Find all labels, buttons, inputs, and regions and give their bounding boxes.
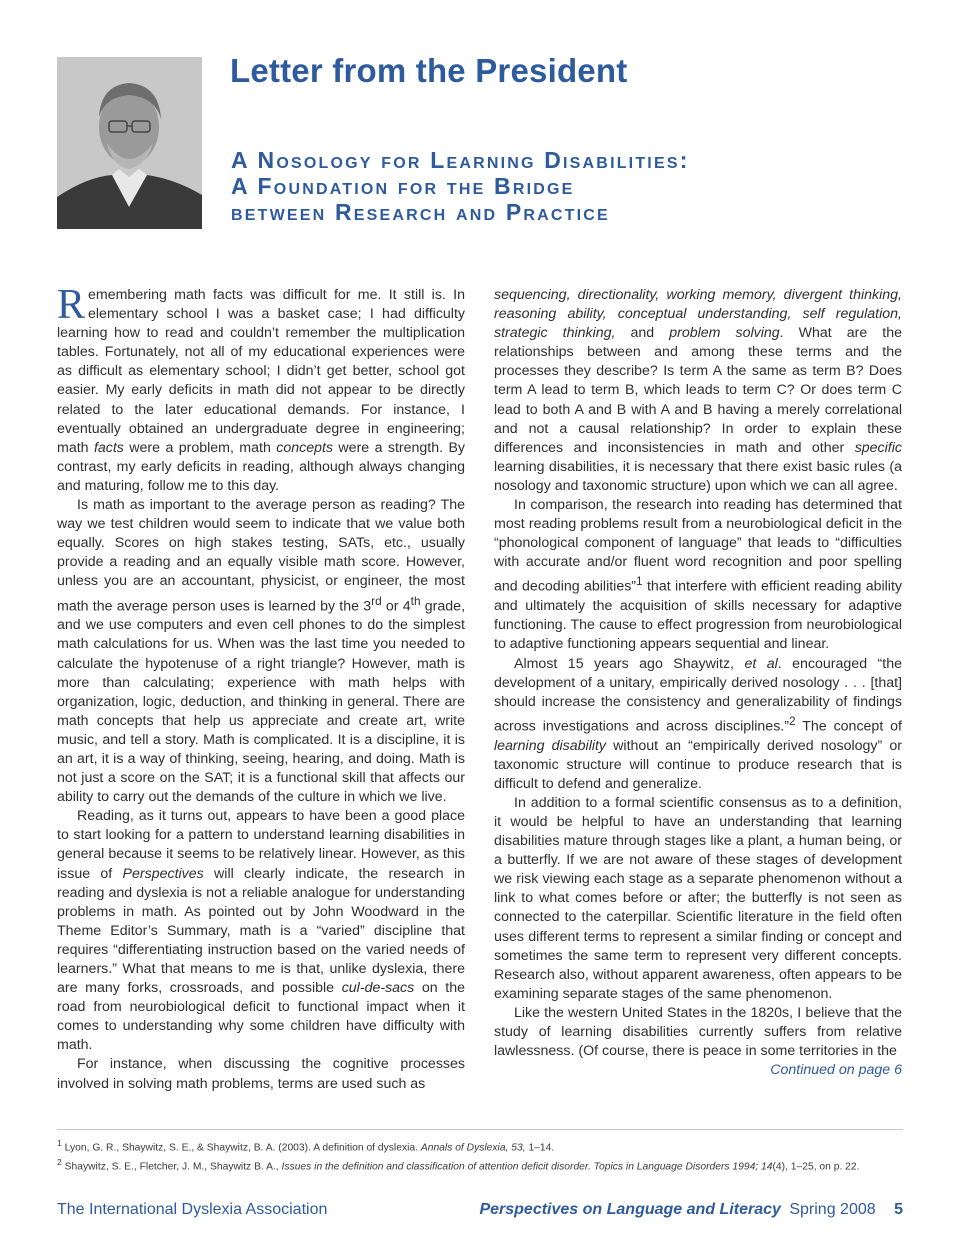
- text-run: emembering math facts was difficult for me. It still is. In elementary school I was a basket case; I had difficulty learning how to read and couldn’t remember the multiplication tables. Fortunately, not all of my educational experiences were as difficult as elementary school; I didn’t get better, school got easier. My early deficits in math did not appear to be directly related to the later educational demands. For instance, I eventually obtained an undergraduate degree in engineering; math: [57, 287, 465, 456]
- subtitle-line-3: between Research and Practice: [231, 199, 610, 225]
- left-column: [57, 282, 466, 1094]
- text-run: specific: [854, 439, 902, 456]
- footnote-divider: [57, 1129, 903, 1130]
- text-run: were a problem, math: [123, 439, 277, 456]
- paragraph: [494, 655, 902, 794]
- footer-publication: [479, 1201, 903, 1219]
- footnote-number: 2: [57, 1157, 62, 1168]
- text-run: that interfere with efficient reading ability and ultimately the acquisition of skills necessary for adaptive functioning. The cause to effect progression from neurobiological to adaptive functioning appears sequential and linear.: [494, 579, 902, 653]
- paragraph: For instance, when discussing the cognitive processes involved in solving math problems, terms are used such as: [57, 1056, 465, 1092]
- text-run: or 4: [381, 598, 411, 615]
- text-run: concepts: [276, 439, 334, 456]
- footnote-number: 1: [57, 1138, 62, 1148]
- subtitle-line-2: A Foundation for the Bridge: [231, 173, 575, 199]
- page-title: Letter from the President: [230, 52, 628, 89]
- continued-link[interactable]: Continued on page 6: [770, 1062, 902, 1079]
- president-portrait: [57, 57, 202, 229]
- text-run: were a strength. By contrast, my early deficits in reading, although always changing and maturing, follow me to this day.: [57, 439, 466, 494]
- text-run: sequencing, directionality, working memory, divergent thinking, reasoning ability, conceptual understanding, self regulation, strategic thinking,: [494, 287, 902, 342]
- text-run: Shaywitz, S. E., Fletcher, J. M., Shaywitz B. A.,: [64, 1161, 282, 1173]
- text-run: grade, and we use computers and even cell phones to do the simplest math calculations for us. When was the last time you needed to calculate the hypotenuse of a right triangle? However, math is more than calculating; experience with math helps with organization, logic, deduction, and thinking in general. There are math concepts that help us appreciate and create art, write music, and tell a story. Math is complicated. It is a discipline, it is an art, it is a way of thinking, seeing, hearing, and doing. Math is not just a score on the SAT; it is a functional skill that affects our ability to carry out the demands of the culture in which we live.: [57, 598, 466, 806]
- footer-organization: The International Dyslexia Association: [57, 1201, 328, 1218]
- text-run: Is math as important to the average person as reading? The way we test children would seem to indicate that we value both equally. Scores on high stakes testing, SATs, etc., usually provide a reading and an equally visible math score. However, unless you are an accountant, physicist, or engineer, the most math the average person uses is learned by the 3: [57, 497, 465, 615]
- drop-cap: R: [57, 282, 86, 328]
- paragraph: [494, 286, 902, 496]
- page-number: 5: [894, 1201, 903, 1218]
- text-run: Almost 15 years ago Shaywitz,: [514, 655, 745, 672]
- text-run: cul-de-sacs: [341, 980, 415, 997]
- footnote-ref: 1: [636, 574, 643, 589]
- subtitle-line-1: A Nosology for Learning Disabilities:: [231, 147, 690, 173]
- text-run: . What are the relationships between and among these terms and the processes they describe? Is term A the same as term B? Does term A lead to term B, which leads to term C? Or does term C lead to both A and B with A and B having a merely correlational and not a causal relationship? In order to explain these differences and inconsistencies in math and other: [494, 325, 902, 456]
- text-run: The concept of: [795, 718, 903, 735]
- text-run: 1–14.: [525, 1142, 555, 1154]
- text-run: Issues in the definition and classification of attention deficit disorder. Topics in Language Disorders 1994; 14: [281, 1161, 773, 1173]
- superscript: th: [410, 593, 421, 608]
- text-run: facts: [93, 439, 124, 456]
- footnote-2: [57, 1155, 907, 1174]
- footer-journal: Perspectives on Language and Literacy: [479, 1201, 781, 1218]
- paragraph: [494, 496, 902, 654]
- text-run: learning disability: [494, 737, 607, 754]
- footer-issue: Spring 2008: [789, 1201, 876, 1218]
- text-run: Annals of Dyslexia, 53,: [420, 1142, 526, 1154]
- right-column: [494, 286, 902, 1080]
- text-run: without an “empirically derived nosology” or taxonomic structure will continue to produce research that is difficult to defend and generalize.: [494, 737, 902, 792]
- paragraph: [57, 496, 465, 807]
- text-run: (4), 1–25, on p. 22.: [772, 1161, 860, 1173]
- footnote-ref: 2: [788, 713, 796, 728]
- text-run: Perspectives: [122, 865, 204, 882]
- text-run: learning disabilities, it is necessary that there exist basic rules (a nosology and taxonomic structure) upon which we can all agree.: [494, 458, 902, 494]
- text-run: on the road from neurobiological deficit to functional impact when it comes to understanding why some children have difficulty with math.: [57, 980, 466, 1054]
- text-run: Reading, as it turns out, appears to have been a good place to start looking for a pattern to understand learning disabilities in general because it seems to be relatively linear. However, as this issue of: [57, 808, 465, 882]
- paragraph: [57, 282, 466, 496]
- article-subtitle: [231, 147, 931, 225]
- text-run: problem solving: [669, 325, 780, 342]
- paragraph: [57, 807, 465, 1055]
- footnotes: [57, 1136, 907, 1175]
- paragraph: In addition to a formal scientific consensus as to a definition, it would be helpful to have an understanding that learning disabilities mature through stages like a plant, a human being, or a butterfly. If we are not aware of these stages of development we risk viewing each stage as a separate phenomenon without a link to what comes before or after; the butterfly is not seen as connected to the caterpillar. Scientific literature in the field often uses different terms to represent a similar finding or concept and sometimes the same term to represent very different concepts. Research also, without apparent awareness, often appears to be examining separate stages of the same phenomenon.: [494, 794, 902, 1002]
- text-run: In comparison, the research into reading has determined that most reading problems result from a neurobiological deficit in the “phonological component of language” that leads to “difficulties with accurate and/or fluent word recognition and poor spelling and decoding abilities”: [494, 497, 902, 596]
- text-run: et al: [744, 655, 778, 672]
- text-run: and: [615, 325, 670, 342]
- superscript: rd: [371, 593, 382, 608]
- paragraph: Like the western United States in the 1820s, I believe that the study of learning disabilities currently suffers from relative lawlessness. (Of course, there is peace in some territories in the: [494, 1004, 902, 1060]
- text-run: will clearly indicate, the research in reading and dyslexia is not a reliable analogue for understanding problems in math. As pointed out by John Woodward in the Theme Editor’s Summary, math is a “varied” discipline that requires “differentiating instruction based on the varied needs of learners.” What that means to me is that, unlike dyslexia, there are many forks, crossroads, and possible: [57, 865, 466, 997]
- text-run: . encouraged “the development of a unitary, empirically derived nosology . . . [that] should increase the consistency and generalizability of findings across investigations and across disciplines.”: [494, 655, 902, 735]
- text-run: Lyon, G. R., Shaywitz, S. E., & Shaywitz, B. A. (2003). A definition of dyslexia.: [64, 1142, 421, 1154]
- footnote-1: [57, 1136, 907, 1155]
